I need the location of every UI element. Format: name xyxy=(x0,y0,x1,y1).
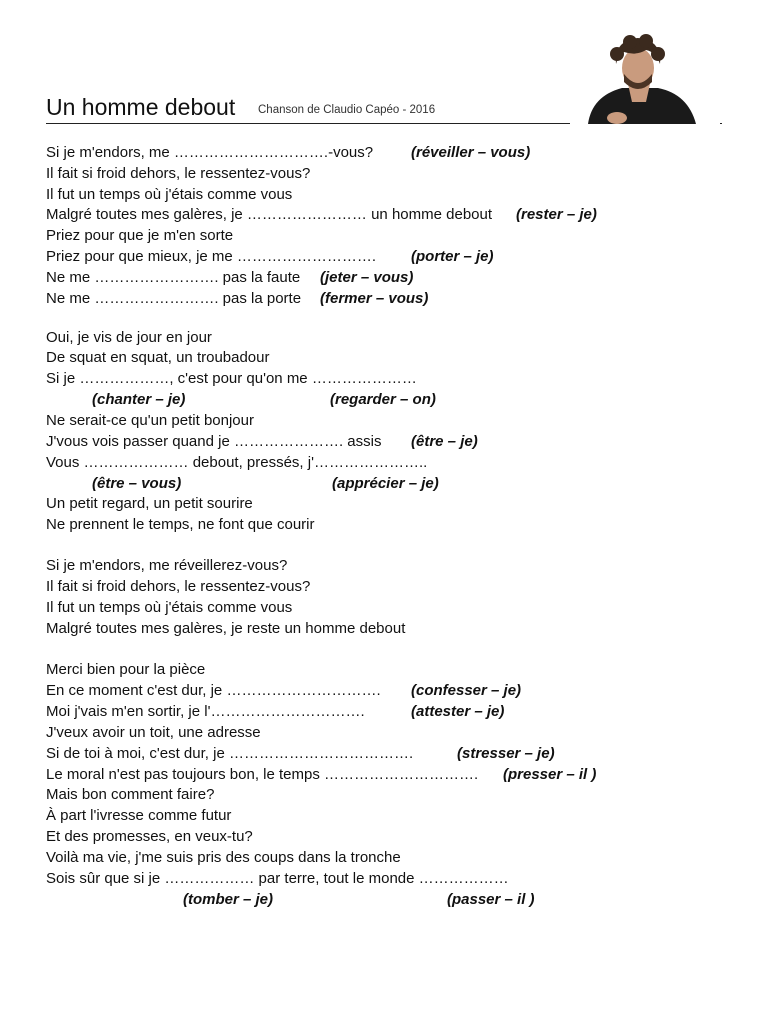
lyric-line: Voilà ma vie, j'me suis pris des coups dans la tronche xyxy=(46,849,401,866)
lyric-line: Si je ………………, c'est pour qu'on me ………………… xyxy=(46,370,417,387)
verb-hint: (porter – je) xyxy=(411,248,494,265)
lyric-line: Et des promesses, en veux-tu? xyxy=(46,828,253,845)
verb-hint: (fermer – vous) xyxy=(320,290,429,307)
verb-hint: (passer – il ) xyxy=(447,891,535,908)
lyric-line: Un petit regard, un petit sourire xyxy=(46,495,253,512)
verb-hint: (stresser – je) xyxy=(457,745,555,762)
lyric-line: À part l'ivresse comme futur xyxy=(46,807,232,824)
verb-hint: (être – vous) xyxy=(92,475,182,492)
verb-hint: (regarder – on) xyxy=(330,391,436,408)
lyric-line: Moi j'vais m'en sortir, je l'…………………………. xyxy=(46,703,365,720)
lyric-line: Priez pour que mieux, je me ………………………. xyxy=(46,248,377,265)
lyric-line: Ne me ……………………. pas la faute xyxy=(46,269,301,286)
verb-hint: (apprécier – je) xyxy=(332,475,439,492)
verb-hint: (tomber – je) xyxy=(183,891,274,908)
lyric-line: Malgré toutes mes galères, je reste un homme debout xyxy=(46,620,406,637)
verb-hint: (réveiller – vous) xyxy=(411,144,531,161)
verb-hint: (être – je) xyxy=(411,433,478,450)
lyric-line: Le moral n'est pas toujours bon, le temps …………………………. xyxy=(46,766,479,783)
lyric-line: J'vous vois passer quand je …………………. assis xyxy=(46,433,382,450)
lyric-line: Si je m'endors, me réveillerez-vous? xyxy=(46,557,288,574)
lyric-line: Priez pour que je m'en sorte xyxy=(46,227,234,244)
verb-hint: (chanter – je) xyxy=(92,391,186,408)
lyric-line: Il fait si froid dehors, le ressentez-vous? xyxy=(46,578,311,595)
page-subtitle: Chanson de Claudio Capéo - 2016 xyxy=(258,104,436,116)
lyric-line: Ne me ……………………. pas la porte xyxy=(46,290,302,307)
lyric-line: Ne serait-ce qu'un petit bonjour xyxy=(46,412,254,429)
lyric-line: Vous ………………… debout, pressés, j'………………….. xyxy=(46,454,428,471)
lyric-line: J'veux avoir un toit, une adresse xyxy=(46,724,261,741)
lyric-line: Il fut un temps où j'étais comme vous xyxy=(46,599,293,616)
verb-hint: (rester – je) xyxy=(516,206,597,223)
lyric-line: Il fut un temps où j'étais comme vous xyxy=(46,186,293,203)
lyric-line: De squat en squat, un troubadour xyxy=(46,349,270,366)
lyric-line: Si de toi à moi, c'est dur, je ………………………………. xyxy=(46,745,414,762)
lyric-line: En ce moment c'est dur, je …………………………. xyxy=(46,682,381,699)
lyric-line: Sois sûr que si je ……………… par terre, tout le monde ……………… xyxy=(46,870,509,887)
lyric-line: Mais bon comment faire? xyxy=(46,786,215,803)
page-title: Un homme debout xyxy=(46,94,236,120)
lyric-line: Il fait si froid dehors, le ressentez-vous? xyxy=(46,165,311,182)
verb-hint: (attester – je) xyxy=(411,703,505,720)
lyric-line: Merci bien pour la pièce xyxy=(46,661,206,678)
lyric-line: Si je m'endors, me ………………………….-vous? xyxy=(46,144,374,161)
lyric-line: Ne prennent le temps, ne font que courir xyxy=(46,516,315,533)
lyric-line: Oui, je vis de jour en jour xyxy=(46,329,212,346)
verb-hint: (confesser – je) xyxy=(411,682,522,699)
verb-hint: (presser – il ) xyxy=(503,766,597,783)
verb-hint: (jeter – vous) xyxy=(320,269,414,286)
lyric-line: Malgré toutes mes galères, je …………………… un homme debout xyxy=(46,206,493,223)
